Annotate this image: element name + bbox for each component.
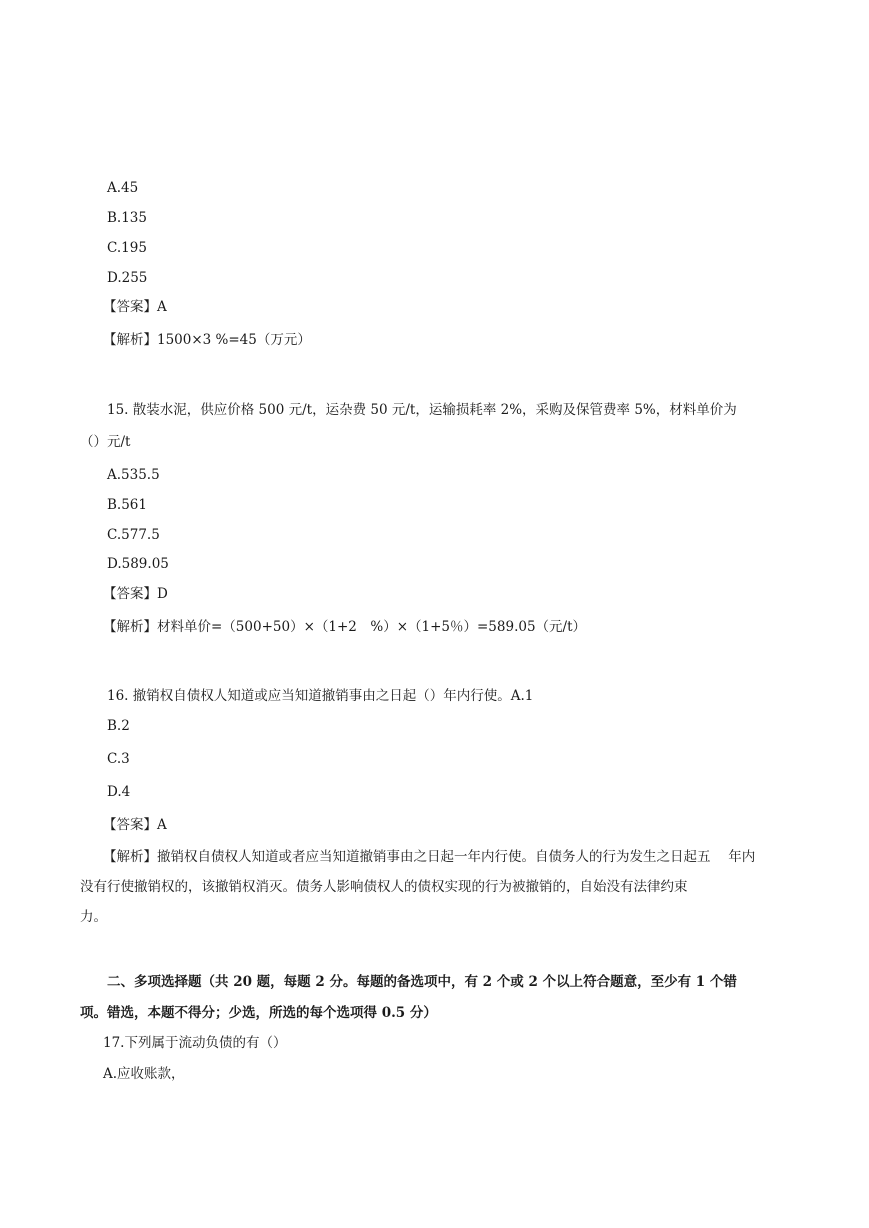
section2-heading-line2: 项。错选，本题不得分；少选，所选的每个选项得 0.5 分） — [80, 1005, 437, 1021]
q15-option-b: B.561 — [107, 497, 147, 513]
q14-answer: 【答案】A — [103, 299, 167, 315]
q14-analysis: 【解析】1500×3 %=45（万元） — [103, 332, 311, 348]
q15-analysis: 【解析】材料单价=（500+50）×（1+2 %）×（1+5％）=589.05（元/t） — [103, 619, 587, 635]
q16-option-b: B.2 — [107, 718, 130, 734]
section2-heading-line1: 二、多项选择题（共 20 题，每题 2 分。每题的备选项中，有 2 个或 2 个以上符合题意，至少有 1 个错 — [107, 974, 737, 990]
q14-option-a: A.45 — [107, 180, 139, 196]
q15-option-a: A.535.5 — [107, 467, 160, 483]
q14-option-b: B.135 — [107, 210, 147, 226]
q16-answer: 【答案】A — [103, 817, 167, 833]
q14-option-d: D.255 — [107, 270, 148, 286]
q16-analysis-line3: 力。 — [80, 909, 107, 925]
q16-analysis-line1: 【解析】撤销权自债权人知道或者应当知道撤销事由之日起一年内行使。自债务人的行为发生之日起五 年内 — [103, 849, 756, 865]
q16-stem: 16. 撤销权自债权人知道或应当知道撤销事由之日起（）年内行使。A.1 — [107, 688, 534, 704]
q16-option-c: C.3 — [107, 751, 130, 767]
q15-answer: 【答案】D — [103, 586, 168, 602]
q15-stem-line2: （）元/t — [80, 434, 131, 450]
q15-stem-line1: 15. 散装水泥，供应价格 500 元/t，运杂费 50 元/t，运输损耗率 2%，采购及保管费率 5%，材料单价为 — [107, 402, 737, 418]
q14-option-c: C.195 — [107, 240, 147, 256]
q15-option-d: D.589.05 — [107, 556, 169, 572]
q16-option-d: D.4 — [107, 784, 131, 800]
q17-stem: 17.下列属于流动负债的有（） — [103, 1035, 287, 1051]
q15-option-c: C.577.5 — [107, 527, 160, 543]
q16-analysis-line2: 没有行使撤销权的，该撤销权消灭。债务人影响债权人的债权实现的行为被撤销的，自始没有法律约束 — [80, 879, 688, 895]
q17-option-a: A.应收账款， — [103, 1066, 185, 1082]
